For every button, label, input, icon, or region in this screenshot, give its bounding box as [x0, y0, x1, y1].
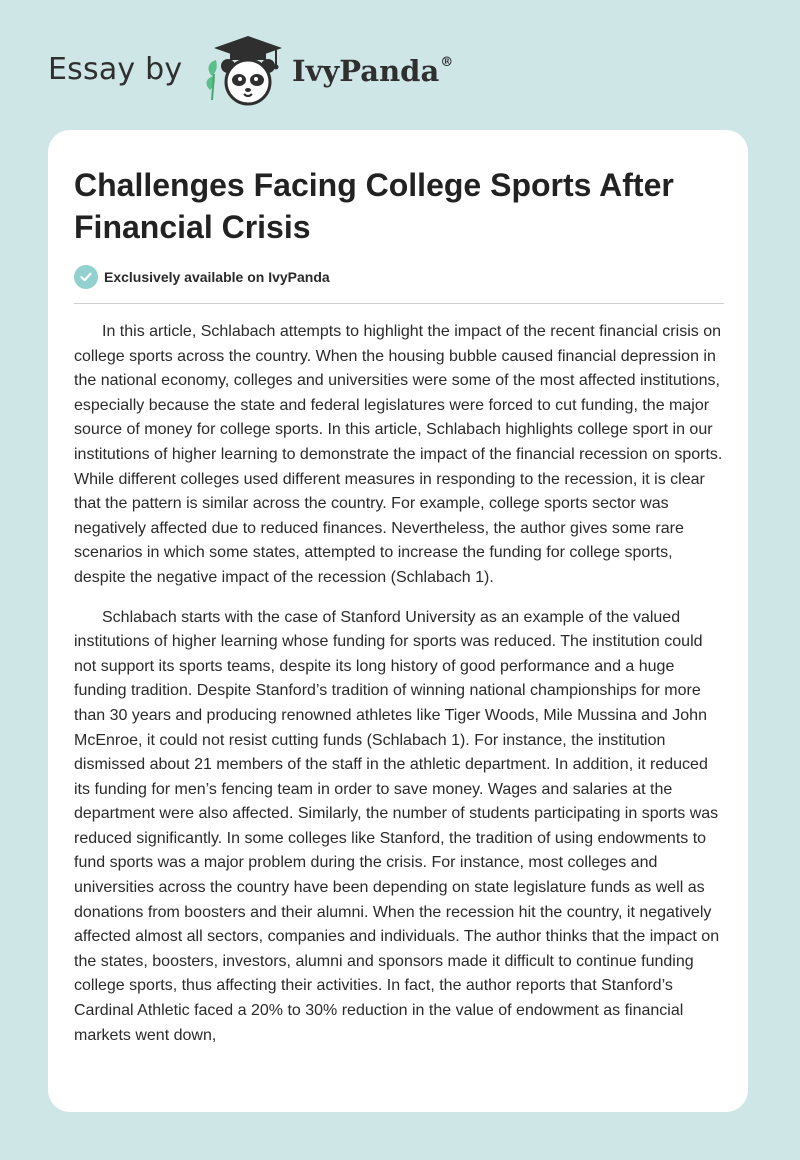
exclusive-badge: [74, 264, 330, 290]
essay-card: [48, 130, 748, 1112]
title-divider: [74, 303, 724, 304]
essay-title: Challenges Facing College Sports After Financial Crisis: [74, 167, 674, 245]
paragraph: Schlabach starts with the case of Stanford University as an example of the valued institutions of higher learning whose funding for sports was reduced. The institution could not support its sports teams, despite its long history of good performance and a huge funding tradition. Despite Stanford’s tradition of winning national championships for more than 30 years and producing renowned athletes like Tiger Woods, Mile Mussina and John McEnroe, it could not resist cutting funds (Schlabach 1). For instance, the institution dismissed about 21 members of the staff in the athletic department. In addition, it reduced its funding for men’s fencing team in order to save money. Wages and salaries at the department were also affected. Similarly, the number of students participating in sports was reduced significantly. In some colleges like Stanford, the tradition of using endowments to fund sports was a major problem during the crisis. For instance, most colleges and universities across the country have been depending on state legislature funds as well as donations from boosters and their alumni. When the recession hit the country, it negatively affected almost all sectors, companies and individuals. The author thinks that the impact on the states, boosters, investors, alumni and sponsors made it difficult to continue funding college sports, thus affecting their activities. In fact, the author reports that Stanford’s Cardinal Athletic faced a 20% to 30% reduction in the value of endowment as financial markets went down,: [74, 608, 720, 1044]
essay-body: [74, 320, 724, 1063]
brand-name[interactable]: [292, 54, 453, 88]
brand-text: IvyPanda: [292, 54, 440, 88]
exclusive-badge-label: Exclusively available on IvyPanda: [104, 269, 330, 285]
site-header: [48, 30, 648, 110]
check-circle-icon: [74, 265, 98, 289]
registered-mark: ®: [440, 55, 454, 71]
essay-by-label: Essay by: [48, 52, 183, 87]
paragraph: In this article, Schlabach attempts to highlight the impact of the recent financial crisis on college sports across the country. When the housing bubble caused financial depression in the national economy, colleges and universities were some of the most affected institutions, especially because the state and federal legislatures were forced to cut funding, the major source of money for college sports. In this article, Schlabach highlights college sport in our institutions of higher learning to demonstrate the impact of the financial recession on sports. While different colleges used different measures in responding to the recession, it is clear that the pattern is similar across the country. For example, college sports sector was negatively affected due to reduced finances. Nevertheless, the author gives some rare scenarios in which some states, attempted to increase the funding for college sports, despite the negative impact of the recession (Schlabach 1).: [74, 323, 723, 586]
panda-graduate-icon: [202, 30, 284, 110]
